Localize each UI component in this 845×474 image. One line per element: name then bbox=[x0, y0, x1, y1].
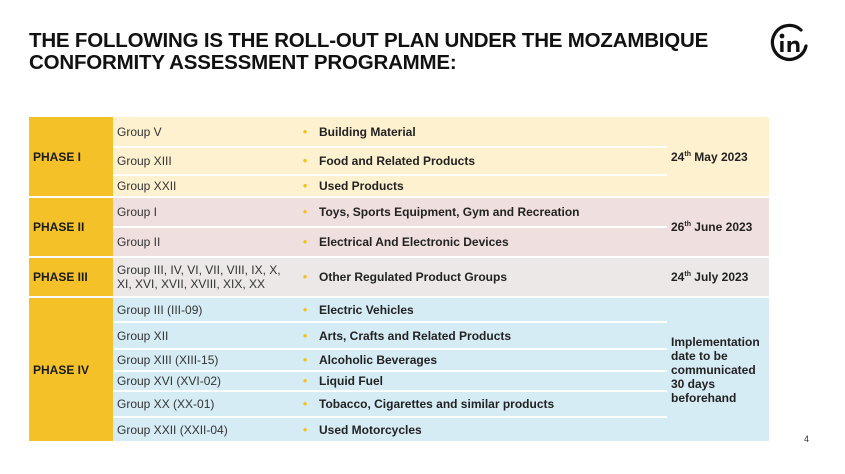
bullet-icon: • bbox=[295, 227, 315, 257]
product-cell: Used Motorcycles bbox=[315, 417, 667, 441]
phase-label: PHASE IV bbox=[29, 297, 113, 441]
rollout-plan-table bbox=[29, 115, 769, 441]
product-cell: Food and Related Products bbox=[315, 147, 667, 175]
product-cell: Building Material bbox=[315, 116, 667, 147]
bullet-icon: • bbox=[295, 116, 315, 147]
product-cell: Electrical And Electronic Devices bbox=[315, 227, 667, 257]
product-cell: Tobacco, Cigarettes and similar products bbox=[315, 391, 667, 417]
group-cell: Group XXII (XXII-04) bbox=[113, 417, 295, 441]
date-rest: July 2023 bbox=[690, 270, 749, 284]
group-cell: Group III, IV, VI, VII, VIII, IX, X, XI, XVI, XVII, XVIII, XIX, XX bbox=[113, 257, 295, 297]
product-cell: Liquid Fuel bbox=[315, 371, 667, 391]
date-suffix: th bbox=[684, 271, 691, 278]
group-cell: Group II bbox=[113, 227, 295, 257]
intertek-logo-icon bbox=[768, 22, 810, 64]
group-cell: Group XIII (XIII-15) bbox=[113, 349, 295, 371]
table-row bbox=[29, 197, 769, 227]
table-row bbox=[29, 417, 769, 441]
page-number: 4 bbox=[804, 434, 810, 444]
group-cell: Group III (III-09) bbox=[113, 297, 295, 322]
bullet-icon: • bbox=[295, 175, 315, 197]
group-cell: Group XVI (XVI-02) bbox=[113, 371, 295, 391]
phase-date bbox=[667, 116, 769, 197]
table-row bbox=[29, 349, 769, 371]
product-cell: Electric Vehicles bbox=[315, 297, 667, 322]
group-cell: Group XIII bbox=[113, 147, 295, 175]
slide-title bbox=[29, 30, 729, 74]
phase-date bbox=[667, 257, 769, 297]
slide-title-line-2: CONFORMITY ASSESSMENT PROGRAMME: bbox=[29, 51, 457, 74]
date-day: 24 bbox=[671, 270, 685, 284]
phase-label: PHASE I bbox=[29, 116, 113, 197]
date-rest: May 2023 bbox=[690, 149, 748, 164]
table-row bbox=[29, 257, 769, 297]
date-day: 26 bbox=[671, 220, 685, 234]
phase-date: Implementation date to be communicated 30 days beforehand bbox=[667, 297, 769, 441]
table-row bbox=[29, 227, 769, 257]
group-cell: Group XII bbox=[113, 322, 295, 349]
group-cell: Group XX (XX-01) bbox=[113, 391, 295, 417]
table-row bbox=[29, 297, 769, 322]
group-cell: Group I bbox=[113, 197, 295, 227]
table-row bbox=[29, 391, 769, 417]
date-suffix: th bbox=[684, 150, 691, 158]
group-cell: Group V bbox=[113, 116, 295, 147]
table-row bbox=[29, 322, 769, 349]
product-cell: Toys, Sports Equipment, Gym and Recreation bbox=[315, 197, 667, 227]
phase-label: PHASE II bbox=[29, 197, 113, 257]
bullet-icon: • bbox=[295, 371, 315, 391]
phase-date bbox=[667, 197, 769, 257]
product-cell: Used Products bbox=[315, 175, 667, 197]
product-cell: Other Regulated Product Groups bbox=[315, 257, 667, 297]
table-row bbox=[29, 371, 769, 391]
slide-title-line-1: THE FOLLOWING IS THE ROLL-OUT PLAN UNDER THE MOZAMBIQUE bbox=[29, 29, 709, 52]
table-row bbox=[29, 147, 769, 175]
phase-label: PHASE III bbox=[29, 257, 113, 297]
bullet-icon: • bbox=[295, 322, 315, 349]
bullet-icon: • bbox=[295, 297, 315, 322]
product-cell: Arts, Crafts and Related Products bbox=[315, 322, 667, 349]
bullet-icon: • bbox=[295, 417, 315, 441]
group-cell: Group XXII bbox=[113, 175, 295, 197]
bullet-icon: • bbox=[295, 257, 315, 297]
bullet-icon: • bbox=[295, 147, 315, 175]
table-row bbox=[29, 175, 769, 197]
date-suffix: th bbox=[684, 221, 691, 228]
date-day: 24 bbox=[671, 149, 685, 164]
bullet-icon: • bbox=[295, 349, 315, 371]
bullet-icon: • bbox=[295, 197, 315, 227]
product-cell: Alcoholic Beverages bbox=[315, 349, 667, 371]
date-rest: June 2023 bbox=[690, 220, 753, 234]
table-row bbox=[29, 116, 769, 147]
bullet-icon: • bbox=[295, 391, 315, 417]
